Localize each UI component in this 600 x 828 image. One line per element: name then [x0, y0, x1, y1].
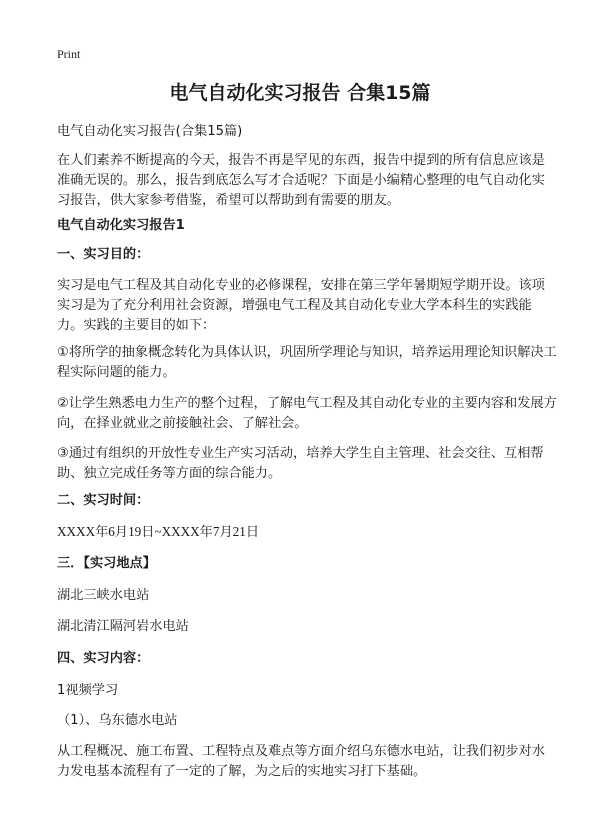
document-title: 电气自动化实习报告 合集15篇 [169, 82, 431, 104]
report-heading: 电气自动化实习报告1 [57, 218, 185, 233]
location-item-1: 湖北三峡水电站 [57, 588, 150, 603]
content-sub-item: （1）、乌东德水电站 [57, 713, 178, 728]
section-heading-content: 四、实习内容： [57, 651, 150, 666]
content-paragraph: 从工程概况、施工布置、工程特点及难点等方面介绍乌东德水电站，让我们初步对水力发电基本流程有了一定的了解，为之后的实地实习打下基础。 [57, 744, 545, 779]
purpose-item-2: ②让学生熟悉电力生产的整个过程，了解电气工程及其自动化专业的主要内容和发展方向，在择业就业之前接触社会、了解社会。 [57, 396, 557, 431]
location-item-2: 湖北清江隔河岩水电站 [57, 619, 189, 634]
purpose-item-3: ③通过有组织的开放性专业生产实习活动，培养大学生自主管理、社会交往、互相帮助、独立完成任务等方面的综合能力。 [57, 446, 544, 481]
content-sub-heading: 1视频学习 [57, 683, 119, 698]
print-label: Print [57, 47, 81, 61]
section-heading-location: 三．【实习地点】 [57, 556, 156, 571]
internship-time: XXXX年6月19日~XXXX年7月21日 [57, 524, 260, 539]
document-subtitle: 电气自动化实习报告(合集15篇) [57, 124, 243, 139]
purpose-paragraph: 实习是电气工程及其自动化专业的必修课程，安排在第三学年暑期短学期开设。该项实习是为了充分利用社会资源，增强电气工程及其自动化专业大学本科生的实践能力。实践的主要目的如下： [57, 278, 545, 333]
intro-paragraph: 在人们素养不断提高的今天，报告不再是罕见的东西，报告中提到的所有信息应该是准确无误的。那么，报告到底怎么写才合适呢？下面是小编精心整理的电气自动化实习报告，供大家参考借鉴，希望可以帮助到有需要的朋友。 [57, 153, 545, 208]
section-heading-purpose: 一、实习目的： [57, 247, 150, 262]
section-heading-time: 二、实习时间： [57, 493, 150, 508]
purpose-item-1: ①将所学的抽象概念转化为具体认识，巩固所学理论与知识，培养运用理论知识解决工程实际问题的能力。 [57, 345, 557, 380]
